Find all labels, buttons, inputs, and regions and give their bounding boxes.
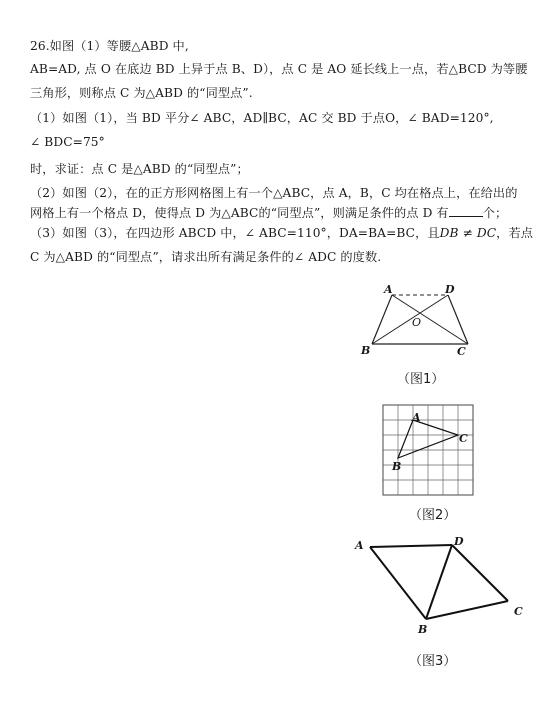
label-c: C xyxy=(514,605,523,618)
problem-line-8 xyxy=(30,204,507,221)
label-d: D xyxy=(445,283,455,296)
label-o: O xyxy=(412,316,422,329)
segment-ab xyxy=(372,295,392,344)
label-d: D xyxy=(454,535,464,548)
segment-ad xyxy=(370,545,452,547)
label-a: A xyxy=(384,283,393,296)
figure-2 xyxy=(378,400,478,500)
problem-line-8-end: 个； xyxy=(482,206,508,220)
answer-blank xyxy=(449,205,483,217)
label-c: C xyxy=(457,345,466,358)
diagonal-bd xyxy=(372,295,448,344)
figure-1 xyxy=(355,282,485,362)
segment-dc xyxy=(448,295,468,344)
diagonal-ac xyxy=(392,295,468,344)
diagonal-bd xyxy=(426,545,452,619)
problem-line-1: 26.如图（1）等腰△ABD 中, xyxy=(30,39,189,53)
problem-line-6: 时，求证：点 C 是△ABD 的“同型点”； xyxy=(30,162,249,176)
square-grid xyxy=(383,405,473,495)
label-a: A xyxy=(355,539,364,552)
label-b: B xyxy=(361,344,371,357)
problem-line-9-end: ，若点 xyxy=(496,226,534,240)
problem-line-2: AB=AD, 点 O 在底边 BD 上异于点 B、D），点 C 是 AO 延长线上一点，若△BCD 为等腰 xyxy=(30,62,528,76)
problem-line-10: C 为△ABD 的“同型点”，请求出所有满足条件的∠ ADC 的度数. xyxy=(30,250,382,264)
problem-line-7: （2）如图（2），在的正方形网格图上有一个△ABC，点 A，B，C 均在格点上，在给出的 xyxy=(30,186,518,200)
label-b: B xyxy=(392,460,402,473)
problem-line-5: ∠ BDC=75° xyxy=(30,135,105,149)
figure-3-caption: （图3） xyxy=(409,654,457,669)
label-b: B xyxy=(418,623,428,636)
problem-line-8-text: 网格上有一个格点 D，使得点 D 为△ABC的“同型点”，则满足条件的点 D 有 xyxy=(30,206,449,220)
figure-2-caption: （图2） xyxy=(409,508,457,523)
label-a: A xyxy=(412,411,421,424)
problem-line-3: 三角形，则称点 C 为△ABD 的“同型点”. xyxy=(30,86,253,100)
problem-line-9-text: （3）如图（3），在四边形 ABCD 中，∠ ABC=110°，DA=BA=BC，且 xyxy=(30,226,440,240)
figure-1-caption: （图1） xyxy=(397,372,445,387)
inequality-expression: DB ≠ DC xyxy=(439,226,497,240)
segment-bc xyxy=(426,601,508,619)
segment-dc xyxy=(452,545,508,601)
label-c: C xyxy=(459,432,468,445)
problem-line-9 xyxy=(30,224,533,241)
problem-line-4: （1）如图（1），当 BD 平分∠ ABC，AD∥BC，AC 交 BD 于点O，∠ BAD=120°, xyxy=(30,111,494,125)
figure-3 xyxy=(350,533,535,638)
segment-ab xyxy=(370,547,426,619)
